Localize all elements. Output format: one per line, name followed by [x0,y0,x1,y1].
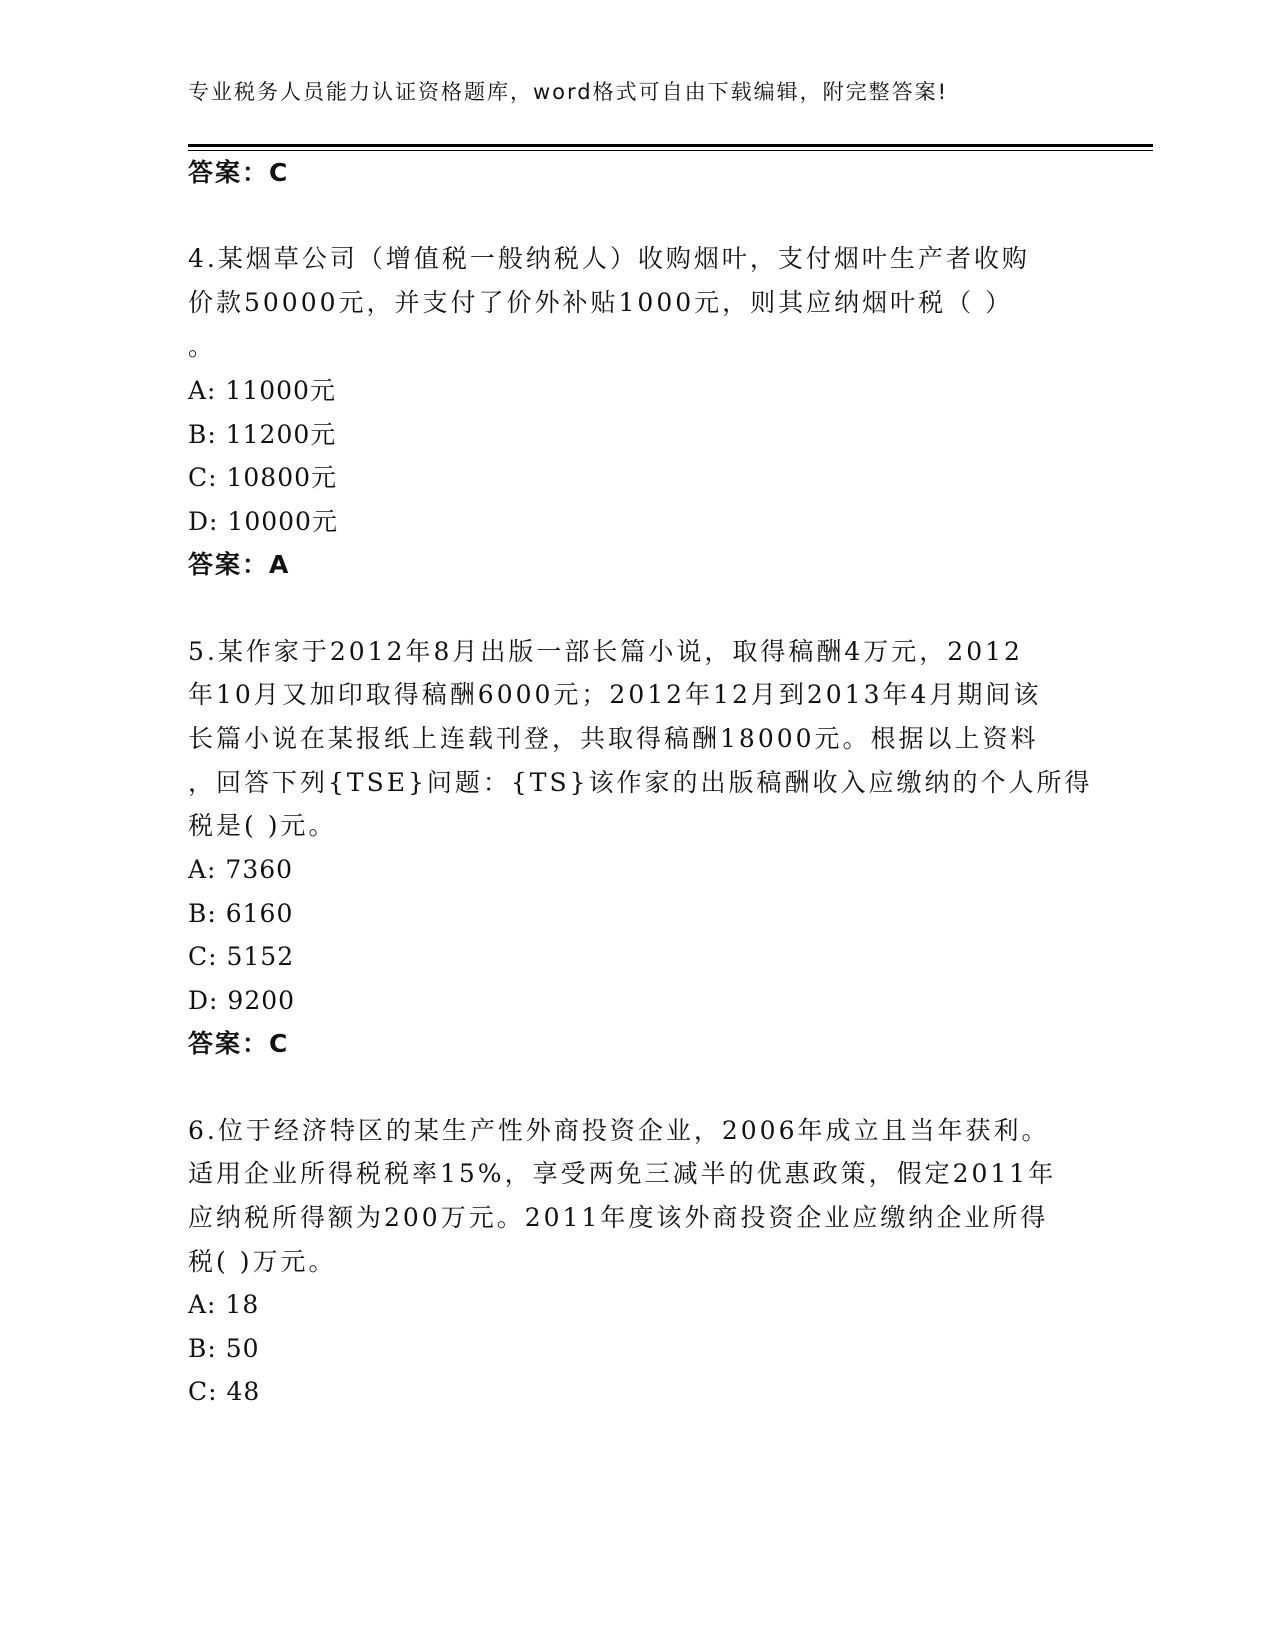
q5-stem-line-2: 年10月又加印取得稿酬6000元；2012年12月到2013年4月期间该 [188,680,1042,709]
header-rule-thick [188,144,1153,147]
q6-stem-line-3: 应纳税所得额为200万元。2011年度该外商投资企业应缴纳企业所得 [188,1203,1049,1232]
q5-option-a: A: 7360 [188,855,294,884]
q6-stem-line-4: 税( )万元。 [188,1247,337,1276]
q4-stem-line-3: 。 [188,332,217,361]
q4-option-d: D: 10000元 [188,507,338,536]
q4-stem-line-2: 价款50000元，并支付了价外补贴1000元，则其应纳烟叶税（ ） [188,288,1014,317]
q5-option-d: D: 9200 [188,986,296,1015]
answer-q3: 答案：C [188,158,290,187]
header-rule-thin [188,150,1153,151]
q4-option-a: A: 11000元 [188,376,336,405]
q4-option-b: B: 11200元 [188,420,337,449]
q6-stem-line-1: 6.位于经济特区的某生产性外商投资企业，2006年成立且当年获利。 [188,1116,1050,1145]
q6-option-b: B: 50 [188,1334,260,1363]
q5-stem-line-4: ，回答下列{TSE}问题：{TS}该作家的出版稿酬收入应缴纳的个人所得 [188,768,1093,797]
page-header: 专业税务人员能力认证资格题库，word格式可自由下载编辑，附完整答案! [188,80,949,104]
q5-option-c: C: 5152 [188,942,295,971]
q6-option-c: C: 48 [188,1377,261,1406]
q6-option-a: A: 18 [188,1290,260,1319]
q5-stem-line-3: 长篇小说在某报纸上连载刊登，共取得稿酬18000元。根据以上资料 [188,724,1039,753]
q6-stem-line-2: 适用企业所得税税率15%，享受两免三减半的优惠政策，假定2011年 [188,1159,1057,1188]
q5-option-b: B: 6160 [188,899,294,928]
q4-option-c: C: 10800元 [188,463,338,492]
answer-q5: 答案：C [188,1029,290,1058]
q5-stem-line-5: 税是( )元。 [188,811,337,840]
q5-stem-line-1: 5.某作家于2012年8月出版一部长篇小说，取得稿酬4万元，2012 [188,637,1023,666]
q4-stem-line-1: 4.某烟草公司（增值税一般纳税人）收购烟叶，支付烟叶生产者收购 [188,244,1030,273]
answer-q4: 答案：A [188,550,291,579]
